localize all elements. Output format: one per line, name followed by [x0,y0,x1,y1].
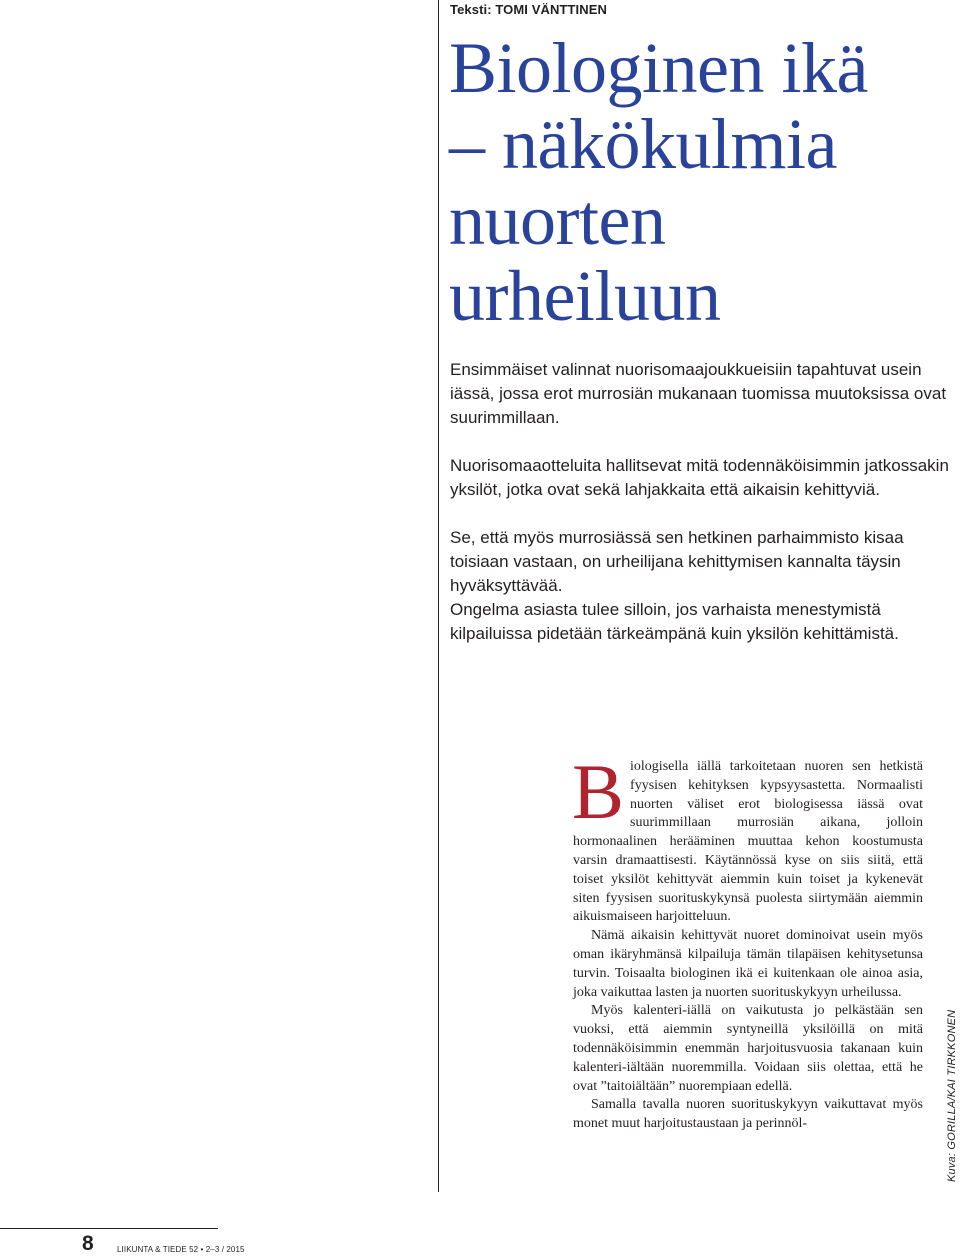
page-number: 8 [82,1232,94,1255]
body-paragraph-3: Myös kalenteri-iällä on vaikutusta jo pelkästään sen vuoksi, että aiemmin syntyneillä yksilöillä on mitä todennäköisimmin enemmän harjoitusvuosia takanaan kuin kalenteri-iältään nuoremmilla. Voidaan siis olettaa, että he ovat ”taitoiältään” nuorempiaan edellä. [573,1003,923,1094]
body-paragraph-2: Nämä aikaisin kehittyvät nuoret dominoivat usein myös oman ikäryhmänsä kilpailuja tämän tilapäisen kehitysetunsa turvin. Toisaalta biologinen ikä ei kuitenkaan ole ainoa asia, joka vaikuttaa lasten ja nuorten suorituskykyyn urheilussa. [573,928,923,1000]
article-body [572,748,923,1134]
drop-cap: B [572,748,625,835]
lead-paragraph-2: Nuorisomaaotteluita hallitsevat mitä todennäköisimmin jatkossakin yksilöt, jotka ovat sekä lahjakkaita että aikaisin kehittyviä. [450,456,949,499]
body-paragraph-1-text: iologisella iällä tarkoitetaan nuoren sen hetkistä fyysisen kehityksen kypsyysastetta. Normaalisti nuorten väliset erot biologisessa iässä ovat suurimmillaan murrosiän aikana, jolloin hormonaalinen herääminen muuttaa kehon koostumusta varsin dramaattisesti. Käytännössä kyse on siis siitä, että toiset yksilöt kehittyvät aiemmin kuin toiset ja kykenevät siten fyysisen suorituskykynsä puolesta siirtymään aiemmin aikuismaiseen harjoitteluun. [573,759,923,925]
publication-info: LIIKUNTA & TIEDE 52 • 2–3 / 2015 [117,1245,245,1254]
lead-paragraph-4: Ongelma asiasta tulee silloin, jos varhaista menestymistä kilpailuissa pidetään tärkeämpänä kuin yksilön kehittämistä. [450,600,899,643]
lead-paragraph-3: Se, että myös murrosiässä sen hetkinen parhaimmisto kisaa toisiaan vastaan, on urheilijana kehittymisen kannalta täysin hyväksyttävää. [450,528,904,595]
headline-line-4: urheiluun [449,256,721,336]
footer-rule [0,1228,218,1229]
column-divider-rule [438,0,439,1192]
headline-line-2: – näkökulmia [449,104,837,184]
headline-line-1: Biologinen ikä [449,28,868,108]
article-headline [449,30,954,334]
body-paragraph-4: Samalla tavalla nuoren suorituskykyyn vaikuttavat myös monet muut harjoitustaustaan ja perinnöl- [573,1097,923,1132]
lead-summary [450,358,950,646]
body-paragraph-1 [572,748,923,927]
lead-paragraph-1: Ensimmäiset valinnat nuorisomaajoukkueisiin tapahtuvat usein iässä, jossa erot murrosiän mukanaan tuomissa muutoksissa ovat suurimmillaan. [450,360,947,427]
headline-line-3: nuorten [449,180,666,260]
photo-credit: Kuva: GORILLA/KAI TIRKKONEN [946,1009,958,1182]
byline: Teksti: TOMI VÄNTTINEN [450,2,608,17]
